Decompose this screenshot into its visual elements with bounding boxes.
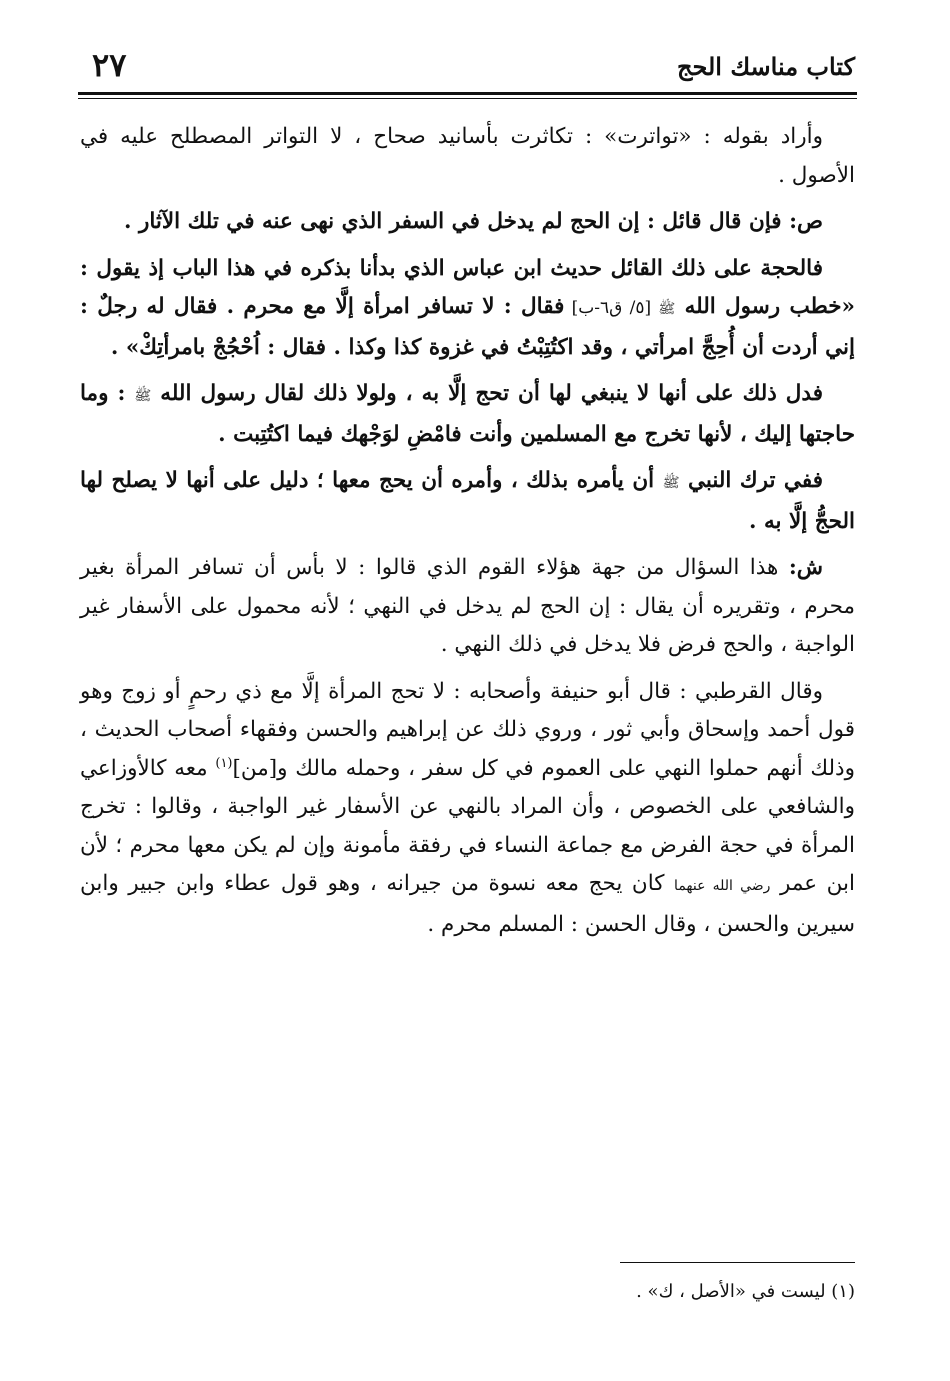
footnote-divider <box>620 1262 855 1263</box>
paragraph-text: ففي ترك النبي <box>679 468 823 493</box>
paragraph-text: هذا السؤال من جهة هؤلاء القوم الذي قالوا : لا بأس أن تسافر المرأة بغير محرم ، وتقريره أن يقال : إن الحج لم يدخل في النهي ؛ لأنه محمول على الأسفار غير الواجبة ، والحج فرض فلا يدخل في ذلك النهي . <box>80 555 855 657</box>
section-label: ص: <box>789 209 823 234</box>
paragraph-text: أن يأمره بذلك ، وأمره أن يحج معها ؛ دليل على أنها لا يصلح لها الحجُّ إلَّا به . <box>80 468 855 534</box>
paragraph-text: فدل ذلك على أنها لا ينبغي لها أن تحج إلَّا به ، ولولا ذلك لقال رسول الله <box>151 381 823 406</box>
paragraph-2 <box>80 203 855 242</box>
page-header <box>80 40 855 88</box>
paragraph-4 <box>80 375 855 454</box>
header-rule-thin <box>78 98 857 99</box>
footnote: (١) ليست في «الأصل ، ك» . <box>636 1281 855 1302</box>
manuscript-reference: [٥/ ق٦-ب] <box>564 298 659 318</box>
paragraph-1 <box>80 118 855 195</box>
paragraph-text: معه كالأوزاعي والشافعي على الخصوص ، وأن المراد بالنهي عن الأسفار غير الواجبة ، وقالوا : تخرج المرأة في حجة الفرض مع جماعة النساء في رفقة مأمونة وإن لم يكن معها محرم ؛ لأن ابن عمر <box>80 755 855 896</box>
honorific-symbol: ﷺ <box>134 388 152 404</box>
paragraph-text: كان يحج معه نسوة من جيرانه ، وهو قول عطاء وابن جبير وابن سيرين والحسن ، وقال الحسن : المسلم محرم . <box>80 871 855 937</box>
honorific-symbol: رضي الله عنهما <box>674 878 771 894</box>
page-number: ٢٧ <box>92 46 127 84</box>
section-label: ش: <box>788 555 823 580</box>
paragraph-5 <box>80 462 855 541</box>
honorific-symbol: ﷺ <box>658 301 676 317</box>
footnote-reference[interactable]: (١) <box>215 755 233 771</box>
header-rule-thick <box>78 92 857 95</box>
paragraph-text: : وما حاجتها إليك ، لأنها تخرج مع المسلمين وأنت فامْضِ لوَجْهك فيما اكتُتِبت . <box>80 381 855 447</box>
honorific-symbol: ﷺ <box>662 475 680 491</box>
paragraph-6 <box>80 549 855 665</box>
running-title: كتاب مناسك الحج <box>677 52 855 81</box>
page-body <box>80 118 855 952</box>
paragraph-7 <box>80 673 855 945</box>
paragraph-text: وقال القرطبي : قال أبو حنيفة وأصحابه : لا تحج المرأة إلَّا مع ذي رحمٍ أو زوج وهو قول أحمد وإسحاق وأبي ثور ، وروي ذلك عن إبراهيم والحسن وفقهاء أصحاب الحديث ، وذلك أنهم حملوا النهي على العموم في كل سفر ، وحمله مالك و[من] <box>80 678 855 781</box>
paragraph-3 <box>80 250 855 368</box>
paragraph-text: وأراد بقوله : «تواترت» : تكاثرت بأسانيد صحاح ، لا التواتر المصطلح عليه في الأصول . <box>80 124 855 188</box>
paragraph-text: فالحجة على ذلك القائل حديث ابن عباس الذي بدأنا بذكره في هذا الباب إذ يقول : «خطب رسول الله <box>80 255 855 319</box>
paragraph-text: فإن قال قائل : إن الحج لم يدخل في السفر الذي نهى عنه في تلك الآثار . <box>123 209 790 234</box>
paragraph-text: فقال : لا تسافر امرأة إلَّا مع محرم . فقال له رجلٌ : إني أردت أن أُحِجَّ امرأتي ، وقد اكتُتِبْتُ في غزوة كذا وكذا . فقال : اُحْجُجْ بامرأتِكْ» . <box>80 294 855 360</box>
